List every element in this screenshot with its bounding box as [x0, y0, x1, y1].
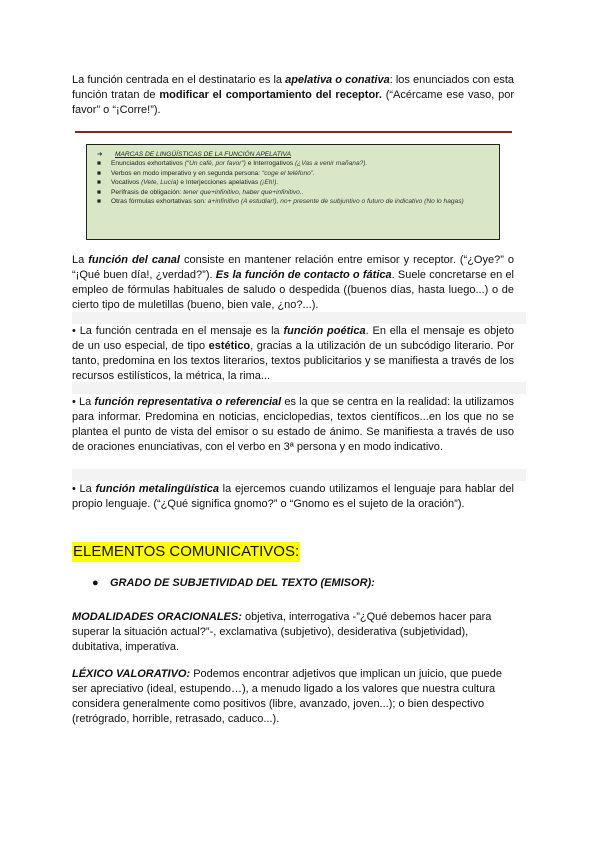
box-item: ■ Otras fórmulas exhortativas son: a+infinitivo (A estudiar!), no+ presente de subjuntivo o futuro de indicativo (No lo hagas): [97, 198, 464, 206]
marcas-apelativa-box: [86, 144, 500, 240]
para-apelativa: La función centrada en el destinatario es la apelativa o conativa: los enunciados con esta función tratan de modificar el comportamiento del receptor. (“Acércame ese vaso, por favor” o “¡Corre!”).: [72, 74, 514, 116]
term-metalinguistica: función metalingüística: [95, 483, 219, 495]
shaded-band: [72, 382, 526, 394]
bullet-icon: ■: [97, 169, 101, 177]
box-item: ■ Enunciados exhortativos (“Un café, por favor”) e Interrogativos (¿Vas a venir mañana?).: [97, 160, 368, 168]
bullet-icon: ■: [97, 179, 101, 187]
term-funcion-canal: función del canal: [88, 254, 180, 266]
term-poetica: función poética: [283, 325, 366, 337]
term-apelativa: apelativa o conativa: [285, 74, 390, 86]
bullet-icon: ●: [92, 577, 99, 589]
term-estetico: estético: [208, 340, 251, 352]
heading-elementos-comunicativos: ELEMENTOS COMUNICATIVOS:: [73, 543, 300, 560]
arrow-right-icon: ➔: [97, 151, 103, 158]
shaded-band: [72, 469, 526, 481]
para-fatica: La función del canal consiste en mantener relación entre emisor y receptor. (“¿Oye?” o “¡Qué buen día!, ¿verdad?”). Es la función de contacto o fática. Suele concretarse en el empleo de fórmulas habituales de saludo o despedida ((buenos días, hasta luego...) o de cierto tipo de muletillas (bueno, bien vale, ¿no?...).: [72, 254, 514, 311]
para-metalinguistica: • La función metalingüística la ejercemos cuando utilizamos el lenguaje para hablar del propio lenguaje. (“¿Qué significa gnomo?” o “Gnomo es el sujeto de la oración”).: [72, 483, 514, 510]
shaded-band: [72, 312, 526, 324]
para-lexico: LÉXICO VALORATIVO: Podemos encontrar adjetivos que implican un juicio, que puede ser apreciativo (ideal, estupendo…), a menudo ligado a los valores que nuestra cultura considera generalmente como positivos (libre, avanzado, joven...); o bien despectivo (retrógrado, horrible, retrasado, caduco...).: [72, 668, 503, 725]
term-modificar: modificar el comportamiento del receptor.: [159, 89, 382, 101]
para-referencial: • La función representativa o referencial es la que se centra en la realidad: la utilizamos para informar. Predomina en noticias, enciclopedias, textos científicos...en los que no se plantea el punto de vista del emisor o su estado de ánimo. Se manifiesta a través de uso de oraciones enunciativas, con el verbo en 3ª persona y en modo indicativo.: [72, 396, 515, 453]
bullet-icon: ■: [97, 188, 101, 196]
bullet-icon: ■: [97, 160, 101, 168]
para-modalidades: MODALIDADES ORACIONALES: objetiva, interrogativa -”¿Qué debemos hacer para superar la situación actual?”-, exclamativa (subjetivo), desiderativa (subjetividad), dubitativa, imperativa.: [72, 611, 492, 653]
para-poetica: • La función centrada en el mensaje es la función poética. En ella el mensaje es objeto de un uso especial, de tipo estético, gracias a la utilización de un subcódigo literario. Por tanto, predomina en los textos literarios, textos publicitarios y se manifiesta a través de los recursos estilísticos, la métrica, la rima...: [72, 325, 514, 382]
box-item: ■ Verbos en modo imperativo y en segunda persona: “coge el teléfono”.: [97, 169, 315, 177]
bullet-grado-subjetividad: ● GRADO DE SUBJETIVIDAD DEL TEXTO (EMISOR):: [92, 577, 375, 589]
section-divider: [75, 131, 512, 133]
term-fatica: Es la función de contacto o fática: [215, 269, 392, 281]
box-item: ■ Perífrasis de obligación: tener que+infinitivo, haber que+infinitivo..: [97, 188, 304, 196]
term-referencial: función representativa o referencial: [94, 396, 282, 408]
term-modalidades: MODALIDADES ORACIONALES:: [72, 611, 242, 623]
box-title: ➔ MARCAS DE LINGÜÍSTICAS DE LA FUNCIÓN APELATIVA: [97, 151, 291, 158]
box-item: ■ Vocativos (Vete, Lucía) e Interjecciones apelativas (¡Eh!).: [97, 179, 279, 187]
bullet-icon: ■: [97, 198, 101, 206]
term-lexico: LÉXICO VALORATIVO:: [72, 668, 191, 680]
